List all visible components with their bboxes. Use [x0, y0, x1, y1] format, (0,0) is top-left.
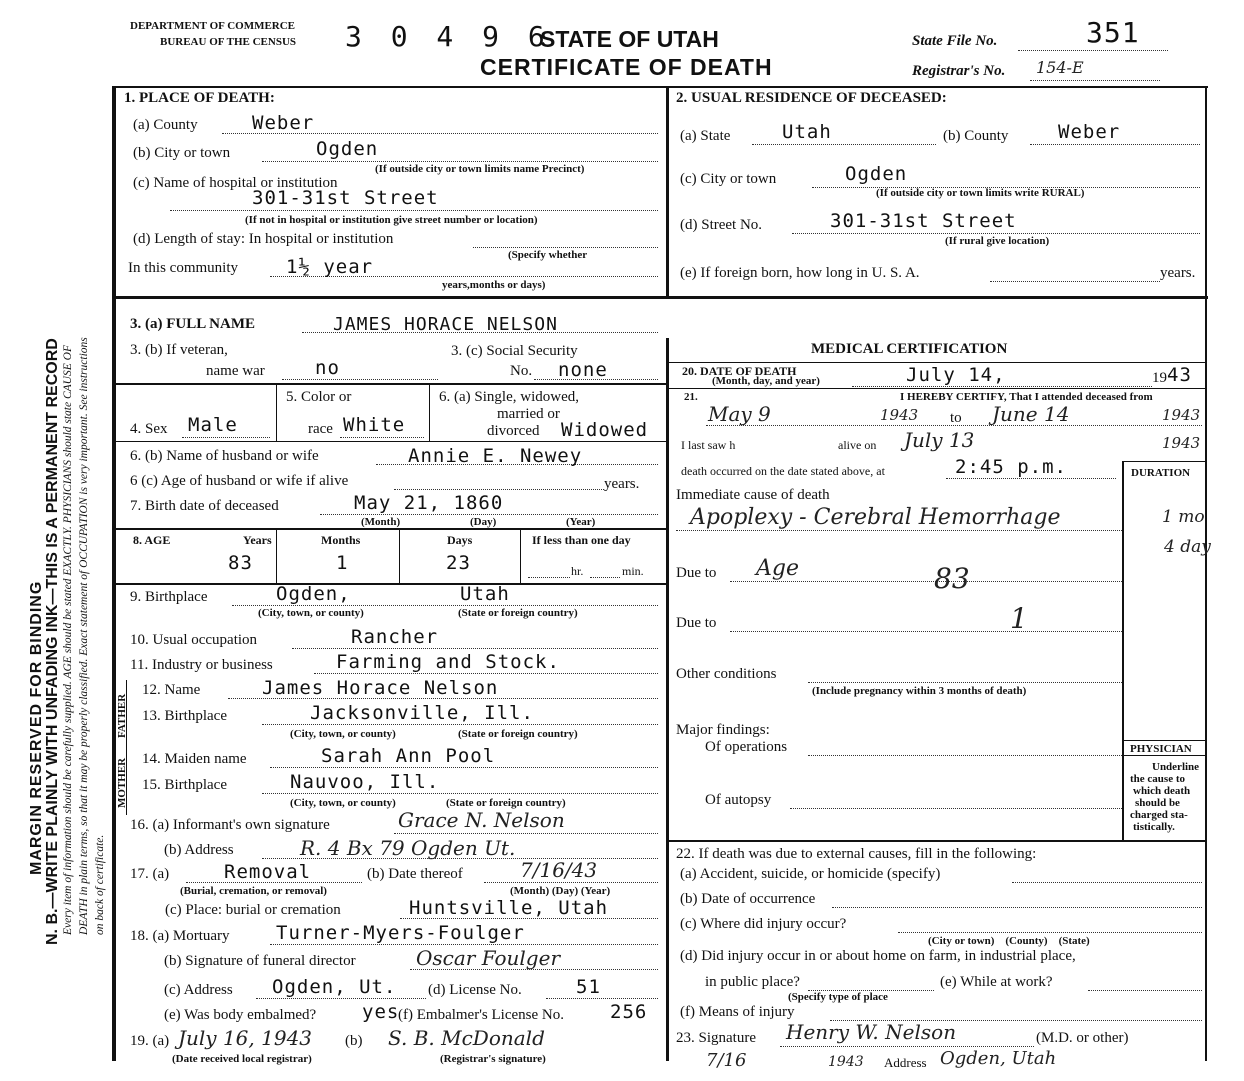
- underline-note-3: which death: [1133, 785, 1191, 797]
- dept-line-2: BUREAU OF THE CENSUS: [160, 36, 297, 48]
- color-label: 5. Color or: [286, 389, 352, 405]
- underline-note-1: Underline: [1152, 761, 1200, 773]
- war-label: name war: [206, 363, 265, 379]
- marital-value: Widowed: [561, 419, 649, 441]
- industry-value: Farming and Stock.: [336, 651, 560, 673]
- dod-year-prefix: 19: [1152, 370, 1167, 386]
- age-days-value: 23: [446, 552, 471, 574]
- age-less-day-label: If less than one day: [532, 533, 631, 547]
- pod-units-note: years,months or days): [442, 279, 546, 291]
- res-street-value: 301-31st Street: [830, 210, 1017, 232]
- signature-address-label: Address: [884, 1055, 927, 1070]
- full-name-value: JAMES HORACE NELSON: [333, 314, 558, 335]
- marital-label-3: divorced: [487, 423, 540, 439]
- res-street-label: (d) Street No.: [680, 217, 763, 233]
- underline-note-2: the cause to: [1130, 773, 1185, 785]
- ext-c-label: (c) Where did injury occur?: [680, 916, 847, 932]
- ext-d2-label: in public place?: [705, 974, 800, 990]
- due-to-2-label: Due to: [676, 615, 717, 631]
- margin-line-binding: MARGIN RESERVED FOR BINDING: [28, 580, 45, 875]
- pod-stay-label: (d) Length of stay: In hospital or institution: [133, 231, 394, 247]
- last-saw-value: July 13: [904, 428, 975, 452]
- mortuary-value: Turner-Myers-Foulger: [276, 922, 525, 944]
- res-county-label: (b) County: [943, 128, 1009, 144]
- res-state-value: Utah: [782, 121, 832, 143]
- birth-day-note: (Day): [470, 516, 497, 528]
- physician-label: PHYSICIAN: [1130, 743, 1192, 755]
- dod-sub-label: (Month, day, and year): [712, 375, 820, 387]
- major-findings-label: Major findings:: [676, 722, 770, 738]
- mother-tag: MOTHER: [116, 757, 128, 808]
- pod-county-value: Weber: [252, 112, 315, 134]
- spouse-label: 6. (b) Name of husband or wife: [130, 448, 319, 464]
- attended-to-year: 1943: [1162, 406, 1201, 424]
- embalmed-label: (e) Was body embalmed?: [164, 1007, 317, 1023]
- last-saw-label: I last saw h: [681, 438, 736, 452]
- marital-label-2: married or: [497, 406, 560, 422]
- ss-value: none: [558, 359, 608, 381]
- place-of-death-heading: 1. PLACE OF DEATH:: [124, 90, 275, 106]
- margin-line-instructions-1: Every item of information should be carefully supplied. AGE should be stated EXACTLY. PHYSICIANS should state CAUSE OF: [62, 345, 74, 935]
- birthplace-city-value: Ogden,: [276, 583, 351, 605]
- pod-city-note: (If outside city or town limits name Precinct): [375, 163, 585, 175]
- burial-place-label: (c) Place: burial or cremation: [165, 902, 341, 918]
- disposal-date-note: (Month) (Day) (Year): [510, 885, 611, 897]
- signature-label: 23. Signature: [676, 1030, 756, 1046]
- ext-d-note: (Specify type of place: [788, 991, 888, 1003]
- underline-note-6: tistically.: [1133, 821, 1175, 833]
- veteran-label: 3. (b) If veteran,: [130, 342, 228, 358]
- registrars-number: 154-E: [1036, 58, 1084, 77]
- birth-month-note: (Month): [361, 516, 401, 528]
- father-birthplace-label: 13. Birthplace: [142, 708, 227, 724]
- dod-year-value: 43: [1167, 364, 1192, 386]
- due-to-2-value: 1: [1010, 602, 1028, 635]
- informant-label: 16. (a) Informant's own signature: [130, 817, 330, 833]
- cause-duration-1: 1 mo: [1162, 507, 1205, 527]
- birth-date-value: May 21, 1860: [354, 492, 504, 514]
- informant-address-value: R. 4 Bx 79 Ogden Ut.: [300, 836, 516, 860]
- age-months-label: Months: [321, 533, 361, 547]
- attended-from-year: 1943: [880, 406, 919, 424]
- res-foreign-label: (e) If foreign born, how long in U. S. A.: [680, 265, 920, 281]
- underline-note-5: charged sta-: [1130, 809, 1188, 821]
- underline-note-4: should be: [1135, 797, 1180, 809]
- due-to-1-number: 83: [934, 562, 970, 595]
- registrar-date-note: (Date received local registrar): [172, 1053, 312, 1065]
- war-value: no: [315, 357, 340, 379]
- embalmer-license-label: (f) Embalmer's License No.: [398, 1007, 564, 1023]
- registrar-b-label: (b): [345, 1033, 363, 1049]
- certify-text: I HEREBY CERTIFY, That I attended deceased from: [900, 391, 1153, 403]
- state-title: STATE OF UTAH: [540, 26, 719, 52]
- disposal-value: Removal: [224, 861, 312, 883]
- signature-date-value: 7/16: [706, 1050, 747, 1071]
- ss-no-label: No.: [510, 363, 533, 379]
- father-tag: FATHER: [116, 693, 128, 738]
- pod-city-label: (b) City or town: [133, 145, 231, 161]
- industry-label: 11. Industry or business: [130, 657, 273, 673]
- external-causes-heading: 22. If death was due to external causes, fill in the following:: [676, 846, 1037, 862]
- burial-place-value: Huntsville, Utah: [409, 897, 609, 919]
- ext-b-label: (b) Date of occurrence: [680, 891, 816, 907]
- pod-city-value: Ogden: [316, 138, 379, 160]
- physician-signature: Henry W. Nelson: [786, 1020, 957, 1044]
- father-name-label: 12. Name: [142, 682, 201, 698]
- pod-specify-note: (Specify whether: [508, 249, 588, 261]
- mortuary-address-label: (c) Address: [164, 982, 233, 998]
- last-saw-year: 1943: [1162, 434, 1201, 452]
- other-conditions-label: Other conditions: [676, 666, 777, 682]
- mother-name-value: Sarah Ann Pool: [321, 745, 496, 767]
- dod-value: July 14,: [906, 364, 1006, 386]
- res-street-note: (If rural give location): [945, 235, 1050, 247]
- mother-name-label: 14. Maiden name: [142, 751, 247, 767]
- occupation-label: 10. Usual occupation: [130, 632, 258, 648]
- immediate-cause-label: Immediate cause of death: [676, 487, 830, 503]
- ext-d-label: (d) Did injury occur in or about home on farm, in industrial place,: [680, 948, 1076, 964]
- cause-duration-2: 4 day: [1164, 537, 1211, 557]
- age-years-label: Years: [243, 533, 272, 547]
- father-bp-state-note: (State or foreign country): [458, 728, 578, 740]
- pod-community-value: 1½ year: [286, 256, 374, 278]
- state-file-label: State File No.: [912, 33, 998, 49]
- signature-year-value: 1943: [828, 1054, 864, 1070]
- of-operations-label: Of operations: [705, 739, 788, 755]
- pregnancy-note: (Include pregnancy within 3 months of death): [812, 685, 1027, 697]
- race-value: White: [343, 414, 406, 436]
- age-years-value: 83: [228, 552, 253, 574]
- ext-e-label: (e) While at work?: [940, 974, 1053, 990]
- mortuary-label: 18. (a) Mortuary: [130, 928, 230, 944]
- age-days-label: Days: [447, 533, 473, 547]
- mortuary-address-value: Ogden, Ut.: [272, 976, 397, 998]
- disposal-date-value: 7/16/43: [520, 858, 598, 882]
- pod-community-label: In this community: [128, 260, 238, 276]
- funeral-director-label: (b) Signature of funeral director: [164, 953, 356, 969]
- disposal-date-label: (b) Date thereof: [367, 866, 463, 882]
- margin-line-nb: N. B.—WRITE PLAINLY WITH UNFADING INK—THIS IS A PERMANENT RECORD: [44, 338, 61, 945]
- duration-label: DURATION: [1131, 467, 1191, 479]
- due-to-1-value: Age: [756, 556, 799, 581]
- ext-f-label: (f) Means of injury: [680, 1004, 795, 1020]
- full-name-label: 3. (a) FULL NAME: [130, 316, 255, 332]
- mother-birthplace-label: 15. Birthplace: [142, 777, 227, 793]
- father-name-value: James Horace Nelson: [262, 677, 499, 699]
- attended-to-value: June 14: [992, 402, 1070, 426]
- death-time-value: 2:45 p.m.: [955, 456, 1067, 478]
- immediate-cause-value: Apoplexy - Cerebral Hemorrhage: [690, 505, 1061, 530]
- mother-bp-state-note: (State or foreign country): [446, 797, 566, 809]
- alive-on-label: alive on: [838, 438, 877, 452]
- informant-address-label: (b) Address: [164, 842, 234, 858]
- birthplace-state-note: (State or foreign country): [458, 607, 578, 619]
- spouse-age-years: years.: [604, 476, 640, 492]
- informant-signature: Grace N. Nelson: [398, 808, 565, 832]
- disposal-label: 17. (a): [130, 866, 170, 882]
- item-21-label: 21.: [684, 391, 698, 403]
- birth-year-note: (Year): [566, 516, 596, 528]
- margin-line-instructions-2: DEATH in plain terms, so that it may be properly classified. Exact statement of OCCUPATION is very important. See instructions: [78, 337, 90, 935]
- spouse-value: Annie E. Newey: [408, 445, 583, 467]
- due-to-1-label: Due to: [676, 565, 717, 581]
- ext-c-note: (City or town) (County) (State): [928, 935, 1090, 947]
- age-months-value: 1: [336, 552, 349, 574]
- registrar-label: 19. (a): [130, 1033, 170, 1049]
- death-time-label: death occurred on the date stated above, at: [681, 464, 885, 478]
- ext-a-label: (a) Accident, suicide, or homicide (specify): [680, 866, 941, 882]
- mother-bp-city-note: (City, town, or county): [290, 797, 396, 809]
- state-file-number: 351: [1086, 16, 1140, 49]
- dept-line-1: DEPARTMENT OF COMMERCE: [130, 20, 296, 32]
- race-label: race: [308, 421, 333, 437]
- registrars-no-label: Registrar's No.: [912, 63, 1006, 79]
- pod-hospital-note: (If not in hospital or institution give street number or location): [245, 214, 538, 226]
- medical-heading: MEDICAL CERTIFICATION: [811, 341, 1008, 357]
- res-years-label: years.: [1160, 265, 1196, 281]
- res-city-note: (If outside city or town limits write RURAL): [876, 187, 1085, 199]
- birth-date-label: 7. Birth date of deceased: [130, 498, 279, 514]
- license-label: (d) License No.: [428, 982, 522, 998]
- license-value: 51: [576, 976, 601, 998]
- res-city-label: (c) City or town: [680, 171, 777, 187]
- funeral-director-signature: Oscar Foulger: [416, 946, 561, 970]
- pod-county-label: (a) County: [133, 117, 198, 133]
- birthplace-city-note: (City, town, or county): [258, 607, 364, 619]
- occupation-value: Rancher: [351, 626, 439, 648]
- margin-text: [14, 35, 134, 1075]
- margin-line-instructions-3: on back of certificate.: [94, 834, 106, 935]
- registrar-sig-note: (Registrar's signature): [440, 1053, 546, 1065]
- res-state-label: (a) State: [680, 128, 731, 144]
- age-label: 8. AGE: [133, 533, 171, 547]
- sex-value: Male: [188, 414, 238, 436]
- signature-address-value: Ogden, Utah: [940, 1048, 1057, 1069]
- embalmer-license-value: 256: [610, 1001, 648, 1023]
- attended-to-label: to: [950, 410, 962, 426]
- embalmed-value: yes: [362, 1001, 400, 1023]
- res-county-value: Weber: [1058, 121, 1121, 143]
- sex-label: 4. Sex: [130, 421, 168, 437]
- pod-hospital-value: 301-31st Street: [252, 187, 439, 209]
- of-autopsy-label: Of autopsy: [705, 792, 772, 808]
- md-label: (M.D. or other): [1036, 1030, 1129, 1046]
- birthplace-label: 9. Birthplace: [130, 589, 208, 605]
- pod-hospital-label: (c) Name of hospital or institution: [133, 175, 338, 191]
- dod-label: 20. DATE OF DEATH: [682, 364, 797, 378]
- birthplace-state-value: Utah: [460, 583, 510, 605]
- father-bp-city-note: (City, town, or county): [290, 728, 396, 740]
- registrar-date-value: July 16, 1943: [178, 1026, 313, 1050]
- disposal-note: (Burial, cremation, or removal): [180, 885, 327, 897]
- marital-label: 6. (a) Single, widowed,: [439, 389, 579, 405]
- ss-label: 3. (c) Social Security: [451, 343, 578, 359]
- residence-heading: 2. USUAL RESIDENCE OF DECEASED:: [676, 90, 947, 106]
- serial-number: 3 0 4 9 6: [345, 20, 551, 53]
- mother-birthplace-value: Nauvoo, Ill.: [290, 771, 440, 793]
- certificate-title: CERTIFICATE OF DEATH: [480, 54, 773, 80]
- spouse-age-label: 6 (c) Age of husband or wife if alive: [130, 473, 349, 489]
- res-city-value: Ogden: [845, 163, 908, 185]
- father-birthplace-value: Jacksonville, Ill.: [310, 702, 534, 724]
- registrar-signature: S. B. McDonald: [388, 1026, 545, 1050]
- age-hr-label: hr.: [571, 564, 584, 578]
- age-min-label: min.: [622, 564, 644, 578]
- attended-from-value: May 9: [708, 402, 771, 426]
